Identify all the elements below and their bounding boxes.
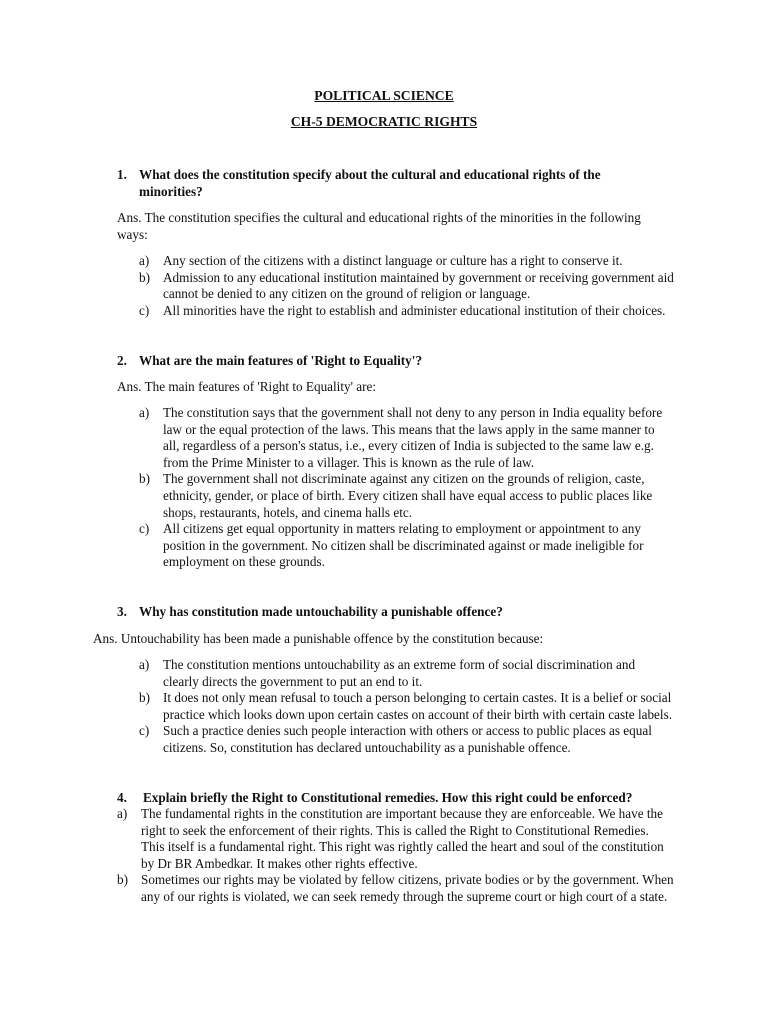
item-text: Such a practice denies such people interaction with others or access to public places as equal citizens. So, constitution has declared untouchability as a punishable offence. (163, 723, 652, 755)
list-item (139, 270, 674, 303)
list-item (117, 872, 674, 905)
list-item (139, 723, 674, 756)
item-text: All citizens get equal opportunity in matters relating to employment or appointment to any position in the government. No citizen shall be discriminated against or made ineligible for employment on these grounds. (163, 521, 644, 570)
item-marker: a) (117, 806, 128, 821)
list-item (139, 657, 674, 690)
item-text: Sometimes our rights may be violated by fellow citizens, private bodies or by the government. When any of our rights is violated, we can seek remedy through the supreme court or high court of a state. (141, 872, 674, 904)
question-text: Explain briefly the Right to Constitutional remedies. How this right could be enforced? (143, 790, 633, 805)
item-marker: a) (139, 657, 150, 672)
item-marker: c) (139, 723, 150, 739)
list-item (117, 806, 674, 872)
list-item (139, 471, 674, 521)
question-2 (117, 353, 657, 370)
item-marker: b) (139, 269, 150, 285)
question-number: 1. (117, 167, 127, 182)
item-marker: b) (117, 872, 128, 888)
chapter-title: CH-5 DEMOCRATIC RIGHTS (290, 114, 478, 129)
question-1 (117, 167, 657, 200)
subject-title: POLITICAL SCIENCE (314, 88, 454, 103)
question-3 (117, 604, 657, 621)
answer-list-4 (117, 806, 674, 906)
item-text: The government shall not discriminate against any citizen on the grounds of religion, caste, ethnicity, gender, or place of birth. Every citizen shall have equal access to public places like shops, restaurants, hotels, and cinema halls etc. (163, 471, 653, 520)
item-marker: a) (139, 405, 150, 420)
question-number: 4. (117, 790, 127, 805)
answer-list-3 (139, 657, 674, 757)
answer-list-2 (139, 405, 674, 571)
item-marker: b) (139, 471, 150, 487)
answer-list-1 (139, 253, 674, 319)
list-item (139, 405, 674, 471)
item-text: Admission to any educational institution maintained by government or receiving government aid cannot be denied to any citizen on the ground of religion or language. (163, 269, 674, 302)
item-text: Any section of the citizens with a distinct language or culture has a right to conserve it. (163, 253, 623, 268)
item-marker: a) (139, 253, 150, 268)
item-marker: b) (139, 690, 150, 706)
answer-intro-2: Ans. The main features of 'Right to Equality' are: (117, 379, 377, 394)
item-text: The constitution says that the government shall not deny to any person in India equality before law or the equal protection of the laws. This means that the laws apply in the same manner to all, regardless of a person's status, i.e., every citizen of India is subjected to the same law e.g. from the Prime Minister to a villager. This is known as the rule of law. (163, 405, 663, 470)
question-text: Why has constitution made untouchability a punishable offence? (139, 604, 503, 619)
list-item (139, 303, 674, 320)
question-number: 2. (117, 353, 127, 368)
item-text: The fundamental rights in the constitution are important because they are enforceable. We have the right to seek the enforcement of their rights. This is called the Right to Constitutional Remedies. This itself is a fundamental right. This right was rightly called the heart and soul of the constitution by Dr BR Ambedkar. It makes other rights effective. (141, 806, 664, 871)
question-text: What does the constitution specify about the cultural and educational rights of the minorities? (139, 167, 601, 199)
item-marker: c) (139, 521, 150, 537)
question-text: What are the main features of 'Right to Equality'? (139, 353, 423, 368)
answer-intro-3: Ans. Untouchability has been made a punishable offence by the constitution because: (93, 631, 544, 646)
question-4 (117, 790, 677, 807)
list-item (139, 690, 674, 723)
item-text: All minorities have the right to establish and administer educational institution of their choices. (163, 302, 666, 318)
question-number: 3. (117, 604, 127, 619)
item-marker: c) (139, 302, 150, 318)
answer-intro-1: Ans. The constitution specifies the cultural and educational rights of the minorities in the following ways: (117, 210, 641, 242)
list-item (139, 521, 674, 571)
item-text: The constitution mentions untouchability as an extreme form of social discrimination and clearly directs the government to put an end to it. (163, 657, 636, 689)
item-text: It does not only mean refusal to touch a person belonging to certain castes. It is a belief or social practice which looks down upon certain castes on account of their birth with certain caste labels. (163, 690, 673, 722)
list-item (139, 253, 674, 270)
